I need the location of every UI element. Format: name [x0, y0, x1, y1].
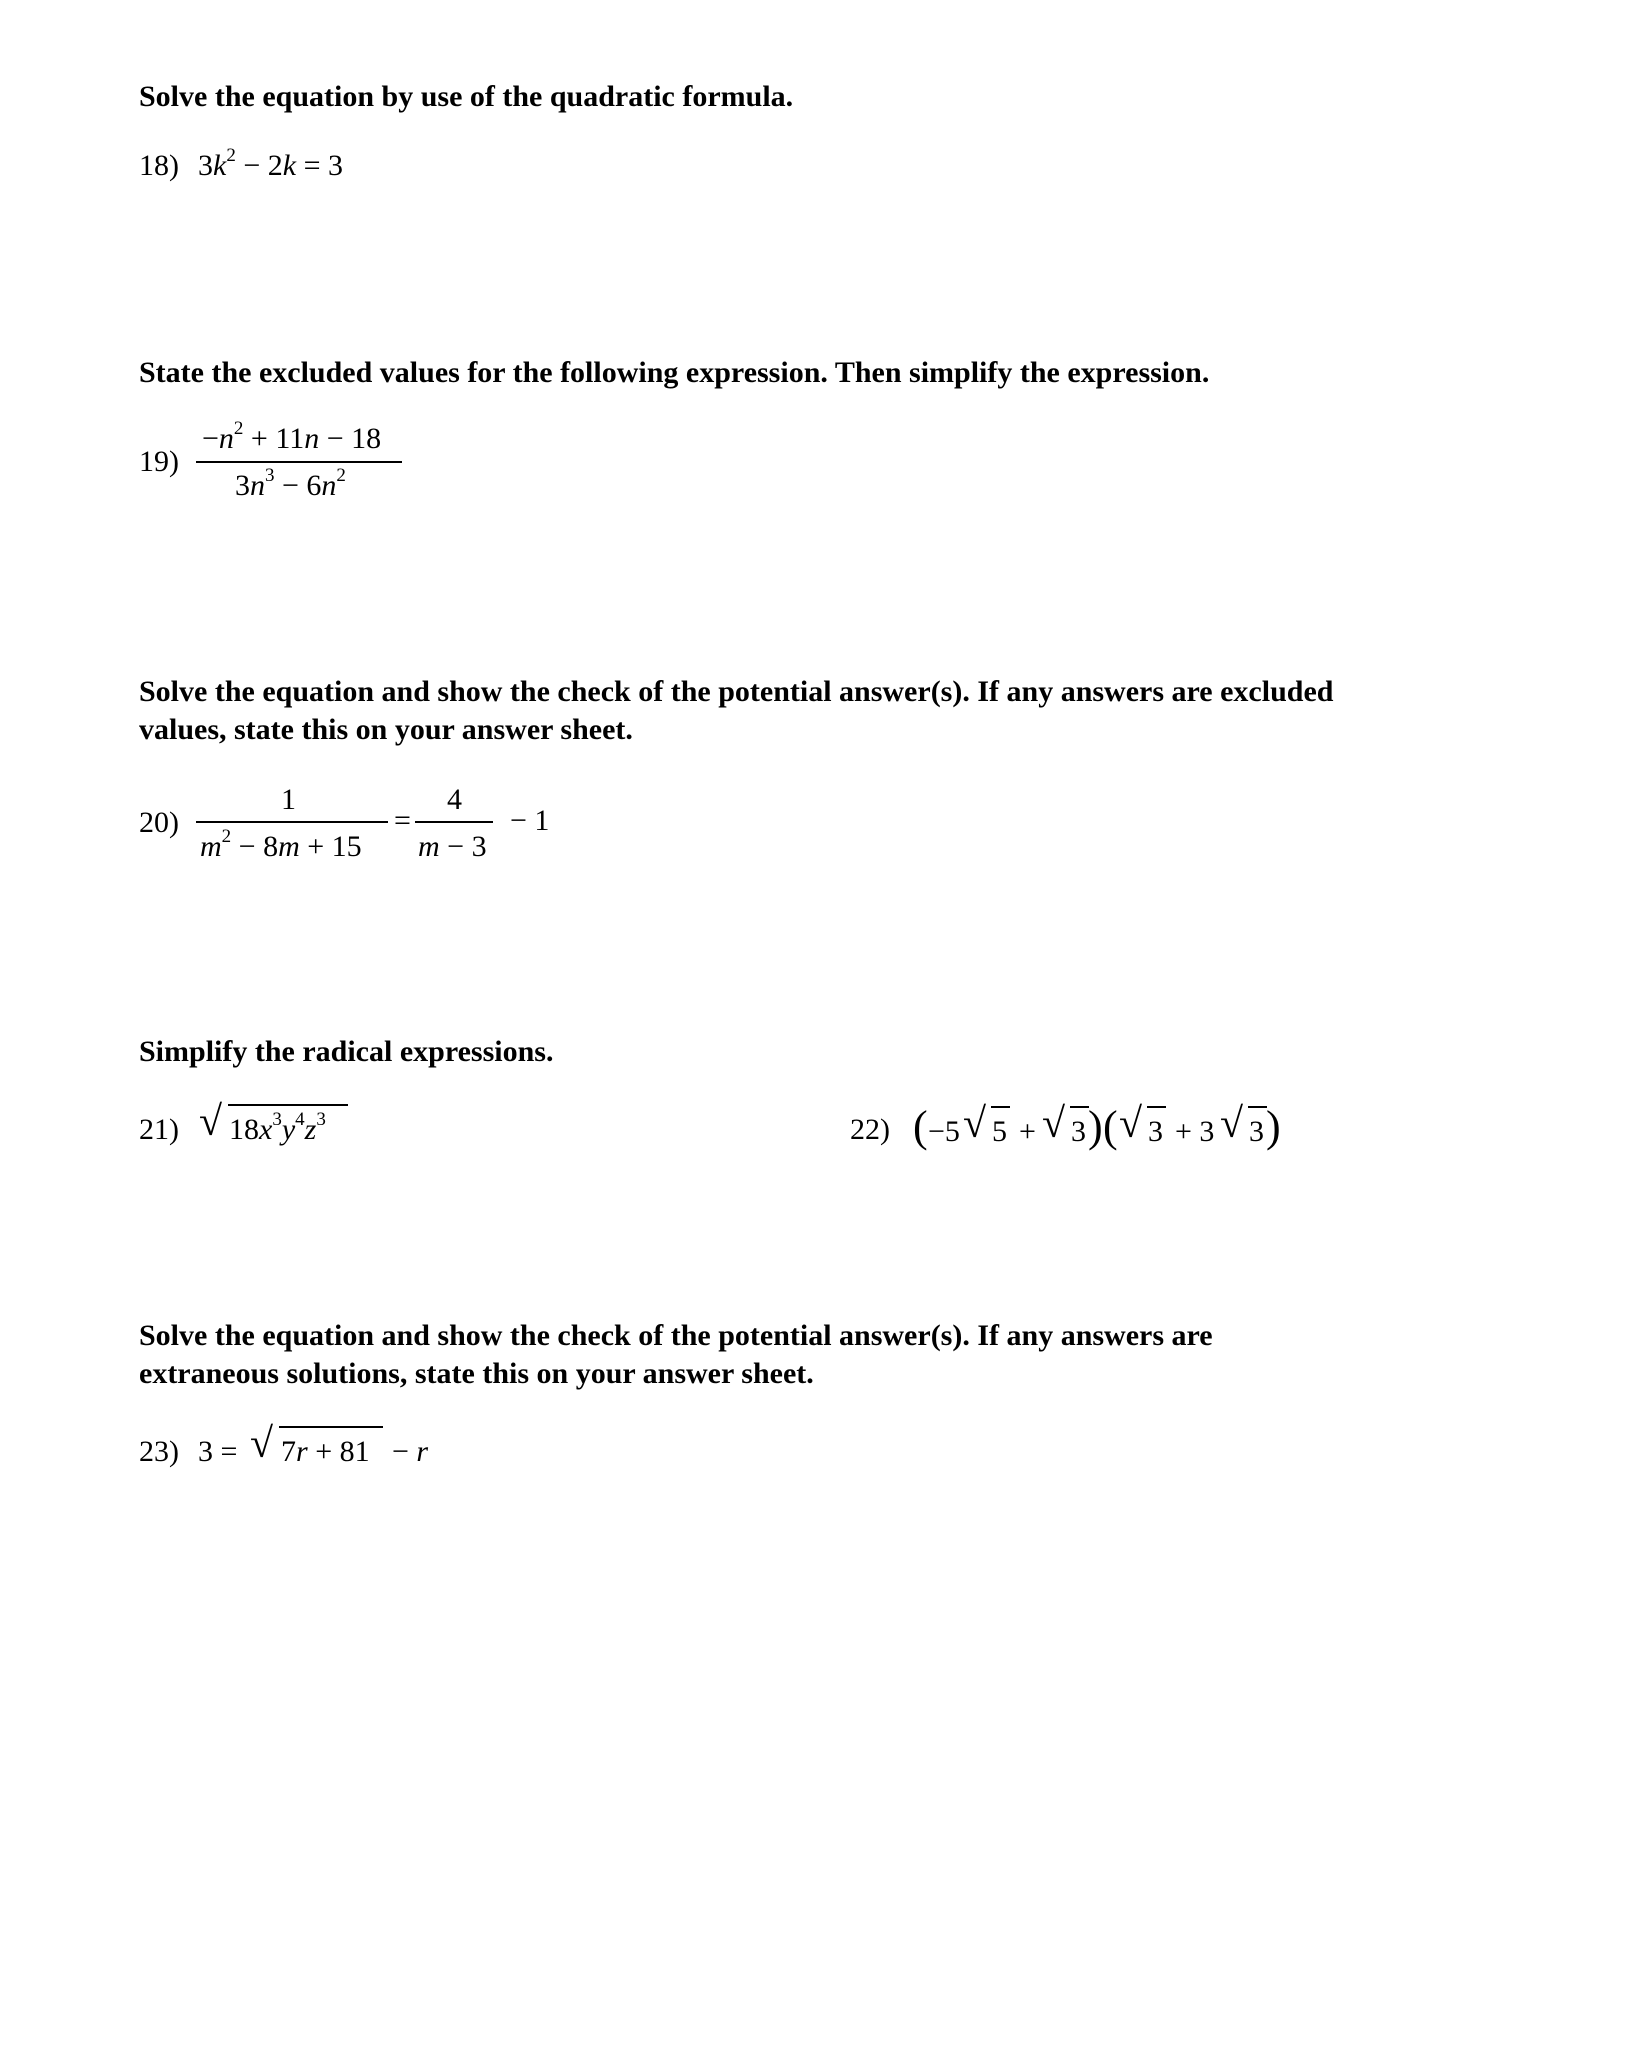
- radical-sign-icon: √: [1042, 1101, 1066, 1147]
- problem-number-21: 21): [139, 1113, 179, 1146]
- instructions-extraneous-line1: Solve the equation and show the check of the potential answer(s). If any answers are: [139, 1319, 1213, 1352]
- problem-number-23: 23): [139, 1435, 179, 1468]
- radical-vinculum: [228, 1104, 348, 1106]
- fraction-20b-numerator: 4: [447, 783, 462, 816]
- problem-number-22: 22): [850, 1113, 890, 1146]
- problem-number-20: 20): [139, 806, 179, 839]
- radical-sign-icon: √: [1220, 1101, 1244, 1147]
- fraction-bar: [415, 821, 493, 823]
- equation-23-lhs: 3 =: [198, 1435, 238, 1468]
- left-paren: (: [1103, 1102, 1118, 1151]
- equation-23-tail: − r: [392, 1435, 429, 1468]
- fraction-19-denominator: $3n^3 - 6n^2$: [235, 465, 346, 502]
- radicand-5: 5: [992, 1115, 1007, 1148]
- radical-vinculum: [1070, 1106, 1089, 1108]
- radical-sign-icon: √: [250, 1421, 274, 1467]
- left-paren: (: [913, 1102, 928, 1151]
- problem-number-19: 19): [139, 445, 179, 478]
- fraction-20b-denominator: m − 3: [418, 830, 487, 863]
- radicand-23: 7r + 81: [281, 1435, 370, 1468]
- radical-sign-icon: √: [1119, 1101, 1143, 1147]
- radicand-3: 3: [1148, 1115, 1163, 1148]
- plus-sign: +: [1019, 1115, 1036, 1148]
- radical-vinculum: [279, 1426, 383, 1428]
- radical-vinculum: [1147, 1106, 1166, 1108]
- instructions-excluded-line2: values, state this on your answer sheet.: [139, 713, 633, 746]
- equals-sign: =: [394, 804, 411, 837]
- term-minus-5: −5: [928, 1115, 960, 1148]
- fraction-bar: [196, 461, 402, 463]
- radical-vinculum: [991, 1106, 1010, 1108]
- problem-number-18: 18): [139, 149, 179, 182]
- right-paren: ): [1088, 1102, 1103, 1151]
- plus-three: + 3: [1175, 1115, 1215, 1148]
- radical-vinculum: [1248, 1106, 1267, 1108]
- radical-sign-icon: √: [199, 1099, 223, 1145]
- instructions-excluded-line1: Solve the equation and show the check of the potential answer(s). If any answers are excluded: [139, 675, 1334, 708]
- instructions-quadratic: Solve the equation by use of the quadratic formula.: [139, 80, 794, 113]
- radical-sign-icon: √: [963, 1101, 987, 1147]
- fraction-20a-numerator: 1: [281, 783, 296, 816]
- instructions-excluded-values: State the excluded values for the following expression. Then simplify the expression.: [139, 356, 1210, 389]
- minus-one: − 1: [510, 804, 550, 837]
- instructions-radical: Simplify the radical expressions.: [139, 1035, 554, 1068]
- instructions-extraneous-line2: extraneous solutions, state this on your answer sheet.: [139, 1357, 814, 1390]
- fraction-20a-denominator: $m^2 - 8m + 15$: [200, 826, 362, 863]
- radicand-3: 3: [1071, 1115, 1086, 1148]
- radicand-21: $18x^3y^4z^3$: [229, 1109, 326, 1146]
- radicand-3: 3: [1249, 1115, 1264, 1148]
- fraction-bar: [196, 821, 388, 823]
- equation-18: $3k^2 - 2k = 3$: [198, 145, 343, 182]
- fraction-19-numerator: $-n^2 + 11n - 18$: [202, 418, 382, 455]
- right-paren: ): [1266, 1102, 1281, 1151]
